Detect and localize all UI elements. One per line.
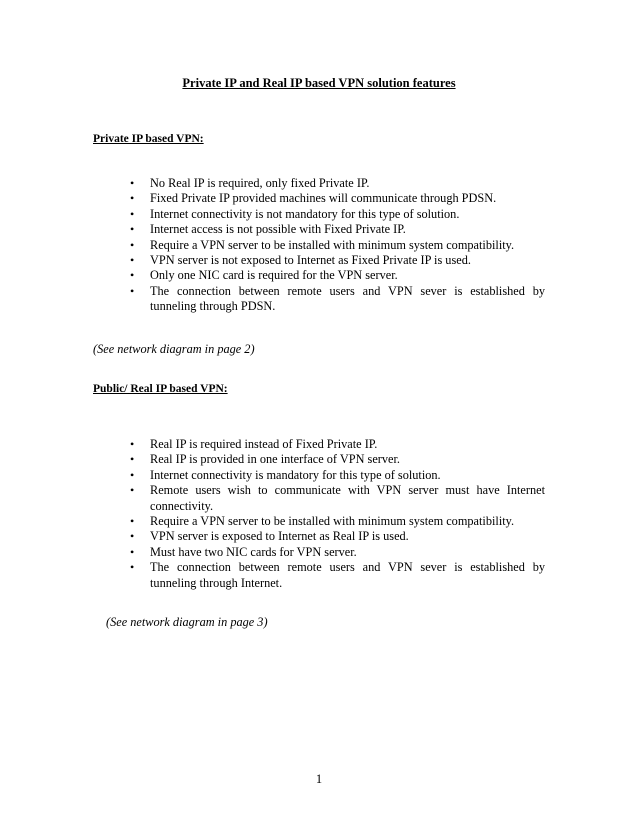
bullet-icon: • (130, 206, 135, 221)
bullet-icon: • (130, 452, 135, 467)
list-item (130, 253, 545, 268)
list-item (130, 191, 545, 206)
bullet-icon: • (130, 222, 135, 237)
list-item (130, 452, 545, 467)
list-item-text: Remote users wish to communicate with VPN server must have Internet connectivity. (150, 483, 545, 513)
list-item-text: The connection between remote users and VPN sever is established by tunneling through PDSN. (150, 283, 545, 314)
bullet-icon: • (130, 176, 135, 190)
list-item-text: Only one NIC card is required for the VPN server. (150, 268, 398, 283)
list-item-text: The connection between remote users and VPN sever is established by tunneling through Internet. (150, 560, 545, 590)
bullet-icon: • (130, 544, 135, 559)
network-diagram-note: (See network diagram in page 2) (93, 342, 255, 356)
list-item (130, 560, 545, 591)
list-item (130, 483, 545, 514)
bullet-icon: • (130, 437, 135, 451)
list-item-text: Internet connectivity is not mandatory for this type of solution. (150, 206, 460, 221)
list-item-text: Require a VPN server to be installed with minimum system compatibility. (150, 514, 515, 529)
network-diagram-note: (See network diagram in page 3) (106, 615, 268, 629)
list-item (130, 176, 545, 191)
list-item (130, 238, 545, 253)
bullet-icon: • (130, 237, 135, 252)
list-item-text: Real IP is provided in one interface of VPN server. (150, 452, 400, 467)
bullet-icon: • (130, 191, 135, 206)
bullet-icon: • (130, 514, 135, 529)
bullet-icon: • (130, 268, 135, 283)
list-item (130, 284, 545, 315)
list-item-text: Real IP is required instead of Fixed Private IP. (150, 437, 378, 451)
list-item (130, 268, 545, 283)
section-heading-private-ip: Private IP based VPN: (93, 133, 204, 145)
list-item (130, 545, 545, 560)
list-item-text: Internet connectivity is mandatory for this type of solution. (150, 467, 441, 482)
list-item (130, 529, 545, 544)
list-item-text: No Real IP is required, only fixed Private IP. (150, 176, 370, 190)
list-item-text: VPN server is exposed to Internet as Real IP is used. (150, 529, 409, 544)
bullet-icon: • (130, 283, 135, 298)
bullet-list-private-ip (130, 176, 545, 315)
page-title: Private IP and Real IP based VPN solution features (182, 76, 456, 90)
page-number: 1 (315, 772, 323, 786)
bullet-icon: • (130, 529, 135, 544)
bullet-icon: • (130, 467, 135, 482)
bullet-icon: • (130, 483, 135, 498)
bullet-list-real-ip (130, 437, 545, 591)
list-item (130, 514, 545, 529)
bullet-icon: • (130, 560, 135, 575)
list-item-text: Require a VPN server to be installed with minimum system compatibility. (150, 237, 515, 252)
bullet-icon: • (130, 253, 135, 268)
list-item-text: Internet access is not possible with Fixed Private IP. (150, 222, 406, 237)
list-item-text: Fixed Private IP provided machines will communicate through PDSN. (150, 191, 497, 206)
list-item-text: VPN server is not exposed to Internet as Fixed Private IP is used. (150, 253, 471, 268)
section-heading-real-ip: Public/ Real IP based VPN: (93, 383, 228, 395)
list-item (130, 437, 545, 452)
list-item (130, 468, 545, 483)
list-item (130, 207, 545, 222)
list-item (130, 222, 545, 237)
list-item-text: Must have two NIC cards for VPN server. (150, 544, 357, 559)
